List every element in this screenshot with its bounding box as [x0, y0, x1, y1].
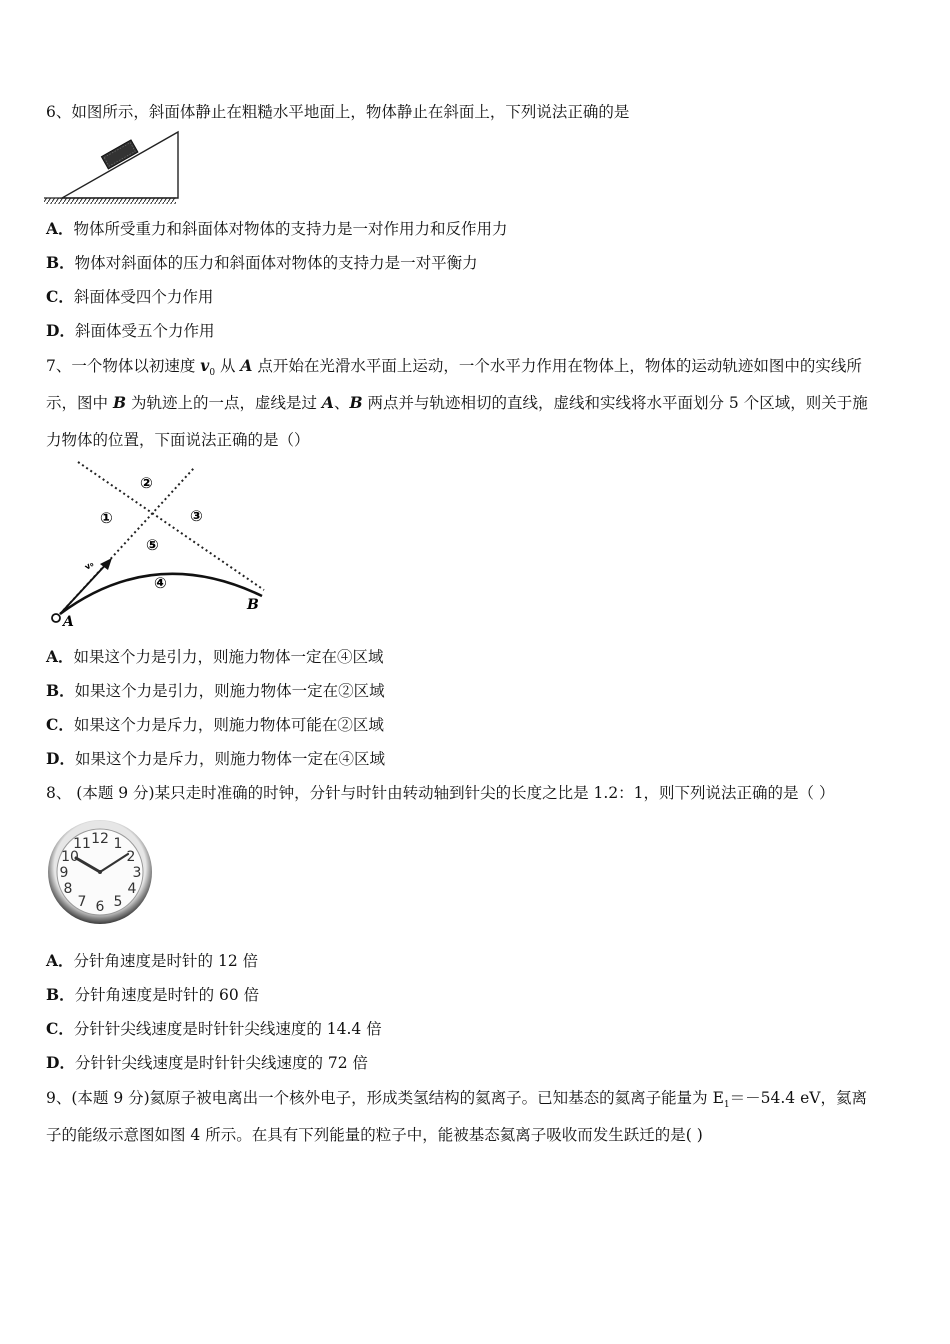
q8-option-a: A．分针角速度是时针的 12 倍	[46, 951, 259, 970]
q7-option-a: A．如果这个力是引力，则施力物体一定在④区域	[46, 647, 384, 666]
point-a-marker	[52, 614, 60, 622]
q7-stem-line2: 示，图中 B 为轨迹上的一点，虚线是过 A、B 两点并与轨迹相切的直线，虚线和实线将水平面划分 5 个区域，则关于施	[46, 393, 868, 412]
clock-number: 1	[113, 836, 123, 852]
q9-stem-line2: 子的能级示意图如图 4 所示。在具有下列能量的粒子中，能被基态氦离子吸收而发生跃迁的是( )	[46, 1126, 703, 1144]
q6-option-c: C．斜面体受四个力作用	[46, 287, 214, 306]
clock-figure	[44, 818, 156, 928]
clock-number: 12	[91, 831, 109, 847]
ground-hatch	[44, 198, 176, 204]
region-1-label: ①	[100, 509, 113, 527]
q6-option-a: A．物体所受重力和斜面体对物体的支持力是一对作用力和反作用力	[46, 219, 508, 238]
region-4-label: ④	[154, 574, 167, 592]
clock-number: 6	[95, 899, 105, 915]
q7-option-c: C．如果这个力是斥力，则施力物体可能在②区域	[46, 715, 384, 734]
clock-number: 8	[63, 881, 73, 897]
velocity-label: v₀	[82, 559, 96, 572]
clock-number: 2	[126, 849, 136, 865]
clock-number: 3	[132, 865, 142, 881]
region-2-label: ②	[140, 474, 153, 492]
q8-option-d: D．分针针尖线速度是时针针尖线速度的 72 倍	[46, 1053, 369, 1072]
point-b-label: B	[247, 597, 259, 613]
incline-wedge	[62, 132, 178, 198]
q7-option-d: D．如果这个力是斥力，则施力物体一定在④区域	[46, 749, 385, 768]
q6-stem: 6、如图所示，斜面体静止在粗糙水平地面上，物体静止在斜面上，下列说法正确的是	[46, 103, 630, 121]
q6-option-d: D．斜面体受五个力作用	[46, 321, 215, 340]
point-a-label: A	[63, 614, 74, 630]
clock-number: 5	[113, 894, 123, 910]
clock-number: 4	[127, 881, 137, 897]
q8-option-c: C．分针针尖线速度是时针针尖线速度的 14.4 倍	[46, 1019, 382, 1038]
incline-figure	[44, 124, 184, 208]
q7-option-b: B．如果这个力是引力，则施力物体一定在②区域	[46, 681, 385, 700]
q9-stem-line1: 9、(本题 9 分)氦原子被电离出一个核外电子，形成类氢结构的氦离子。已知基态的氦离子能量为 $E_1=-54.4$ eV，氦离	[46, 1089, 867, 1111]
region-3-label: ③	[190, 507, 203, 525]
clock-number: 10	[61, 849, 79, 865]
q6-option-b: B．物体对斜面体的压力和斜面体对物体的支持力是一对平衡力	[46, 253, 478, 272]
trajectory-figure	[44, 456, 274, 634]
q8-stem: 8、 (本题 9 分)某只走时准确的时钟，分针与时针由转动轴到针尖的长度之比是 1.2：1，则下列说法正确的是（ ）	[46, 784, 835, 802]
clock-number: 9	[59, 865, 69, 881]
q7-stem-line3: 力物体的位置，下面说法正确的是（）	[46, 431, 310, 449]
clock-number: 11	[73, 836, 91, 852]
region-5-label: ⑤	[146, 536, 159, 554]
clock-number: 7	[77, 894, 87, 910]
q8-option-b: B．分针角速度是时针的 60 倍	[46, 985, 260, 1004]
q7-stem-line1: 7、一个物体以初速度 $v_0$ 从 A 点开始在光滑水平面上运动，一个水平力作用在物体上，物体的运动轨迹如图中的实线所	[46, 356, 862, 379]
